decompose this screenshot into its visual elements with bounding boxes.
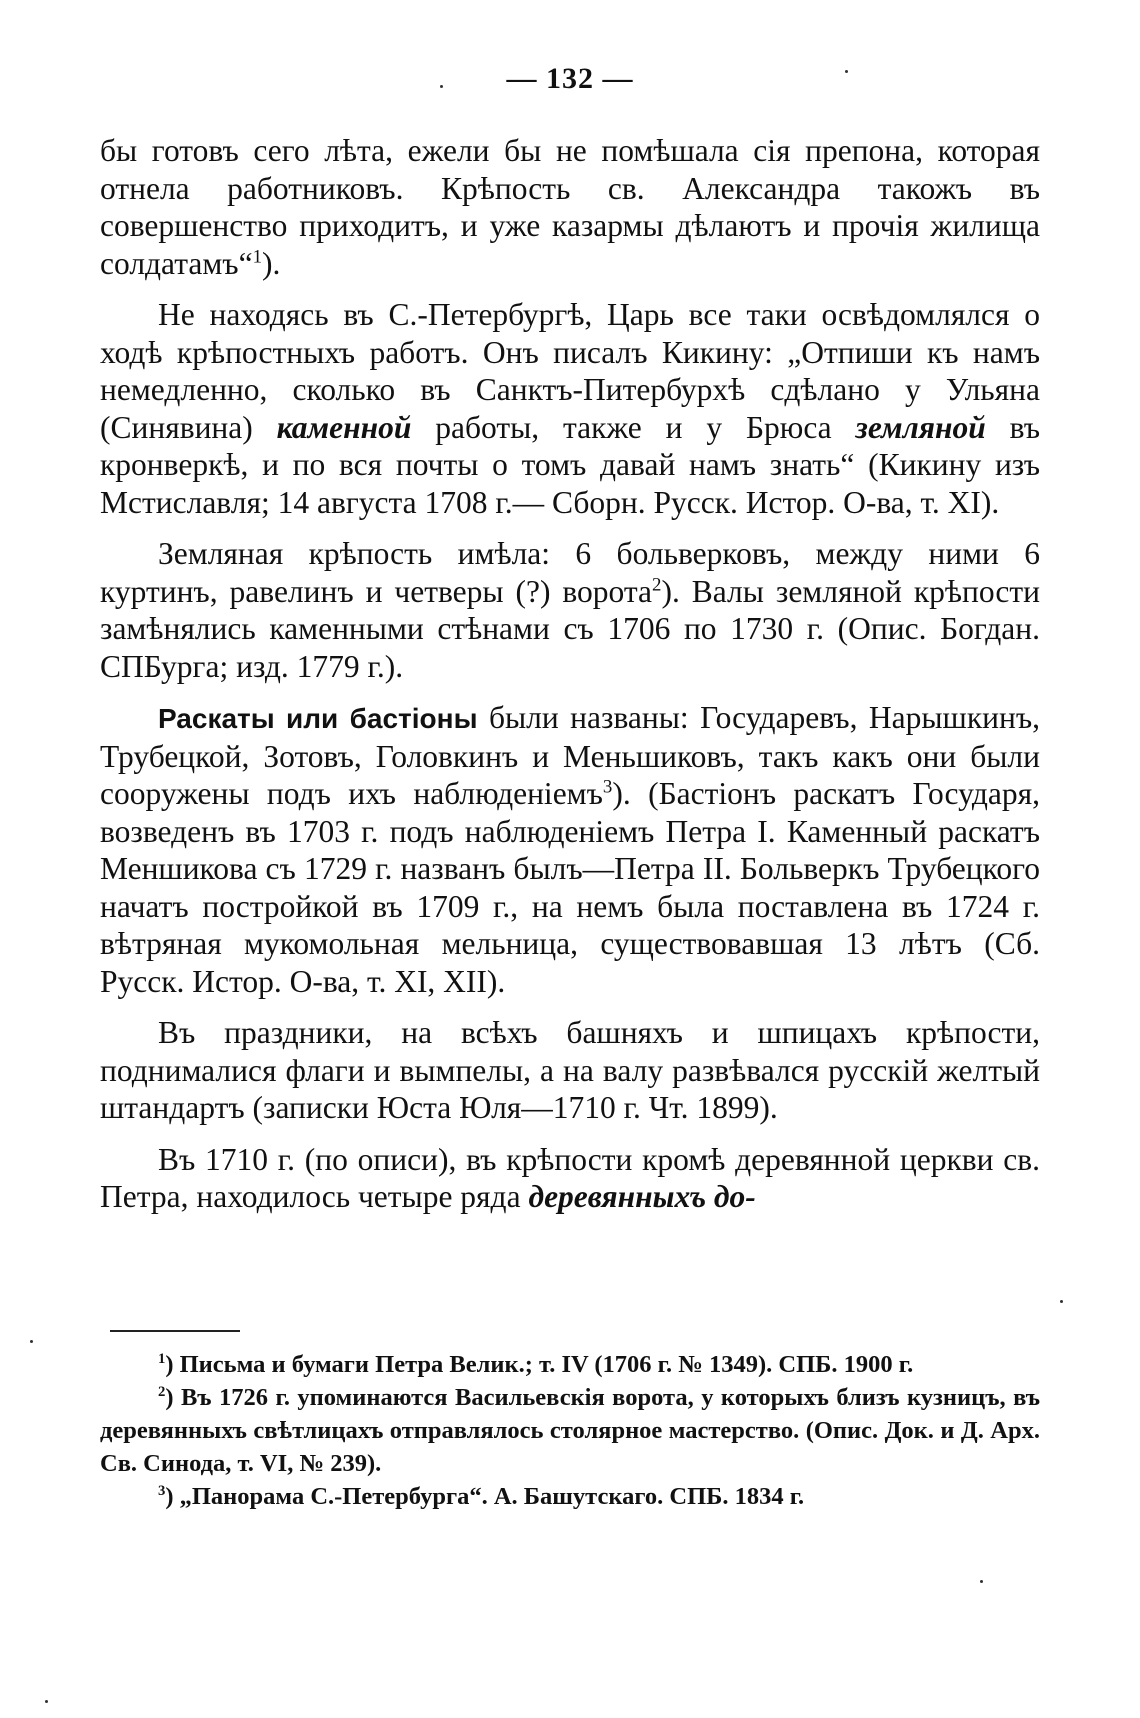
paragraph-text: ). xyxy=(262,245,281,281)
footnote-mark: 2 xyxy=(158,1383,166,1400)
paragraph-text: ). Валы земляной крѣпости замѣнялись каменными стѣнами съ 1706 по 1730 г. (Опис. Богдан. СПБурга; изд. 1779 г.). xyxy=(100,573,1041,684)
paragraph-lead: Раскаты или бастіоны xyxy=(158,703,478,734)
paragraph-text: ). (Бастіонъ раскатъ Государя, возведенъ въ 1703 г. подъ наблюденіемъ Петра I. Каменный раскатъ Меншикова съ 1729 г. названъ былъ—Петра II. Больверкъ Трубецкого начатъ постройкой въ 1709 г., на немъ была поставлена въ 1724 г. вѣтряная мукомольная мельница, существовавшая 13 лѣтъ (Сб. Русск. Истор. О-ва, т. XI, XII). xyxy=(100,776,1040,999)
footnote-text: ) Въ 1726 г. упоминаются Васильевскія ворота, у которыхъ близъ кузницъ, въ деревянныхъ свѣтлицахъ отправлялось столярное мастерство. (Опис. Док. и Д. Арх. Св. Синода, т. VI, № 239). xyxy=(100,1384,1040,1477)
emphasis-text: земляной xyxy=(855,409,986,445)
footnote-text: ) „Панорама С.-Петербурга“. А. Башутскаго. СПБ. 1834 г. xyxy=(165,1483,805,1510)
scan-speck xyxy=(45,1700,48,1703)
main-text xyxy=(100,132,1040,1230)
footnote-ref[interactable]: 1 xyxy=(252,246,263,267)
paragraph-text: были названы: Государевъ, Нарышкинъ, Трубецкой, Зотовъ, Головкинъ и Меньшиковъ, такъ какъ они были сооружены подъ ихъ наблюденіемъ xyxy=(100,700,1040,811)
scan-speck xyxy=(30,1340,33,1343)
paragraph-5 xyxy=(100,1014,1040,1127)
paragraph-text: работы, также и у Брюса xyxy=(435,409,832,445)
paragraph-text: Въ 1710 г. (по описи), въ крѣпости кромѣ деревянной церкви св. Петра, находилось четыре ряда xyxy=(100,1141,1040,1214)
scan-speck xyxy=(845,70,848,73)
paragraph-6 xyxy=(100,1141,1040,1216)
footnote-1 xyxy=(100,1348,1040,1381)
footnote-text: ) Письма и бумаги Петра Велик.; т. IV (1706 г. № 1349). СПБ. 1900 г. xyxy=(165,1351,914,1378)
paragraph-4 xyxy=(100,699,1040,1000)
footnote-mark: 1 xyxy=(158,1350,166,1367)
footnote-mark: 3 xyxy=(158,1482,166,1499)
paragraph-3 xyxy=(100,535,1040,685)
paragraph-2 xyxy=(100,296,1040,521)
scan-speck xyxy=(1060,1300,1063,1303)
footnote-divider xyxy=(110,1330,240,1332)
emphasis-text: деревянныхъ до- xyxy=(528,1179,756,1214)
footnotes xyxy=(100,1348,1040,1513)
paragraph-text: бы готовъ сего лѣта, ежели бы не помѣшала сія препона, которая отнела работниковъ. Крѣпость св. Александра такожъ въ совершенство приходитъ, и уже казармы дѣлаютъ и прочія жилища солдатамъ“ xyxy=(100,133,1040,281)
page-number: — 132 — xyxy=(506,62,634,95)
footnote-ref[interactable]: 2 xyxy=(652,574,662,595)
footnote-2 xyxy=(100,1381,1040,1480)
footnote-ref[interactable]: 3 xyxy=(602,776,613,798)
paragraph-text: Земляная крѣпость имѣла: 6 больверковъ, между ними 6 куртинъ, равелинъ и четверы (?) ворота xyxy=(100,536,1040,609)
footnote-3 xyxy=(100,1480,1040,1513)
scan-speck xyxy=(440,85,443,88)
paragraph-text: Въ праздники, на всѣхъ башняхъ и шпицахъ крѣпости, поднималися флаги и вымпелы, а на валу развѣвался русскій желтый штандартъ (записки Юста Юля—1710 г. Чт. 1899). xyxy=(100,1015,1040,1125)
scan-speck xyxy=(980,1580,983,1583)
paragraph-text: въ кронверкѣ, и по вся почты о томъ давай намъ знать“ (Кикину изъ Мстиславля; 14 августа 1708 г.— Сборн. Русск. Истор. О-ва, т. XI). xyxy=(100,409,1040,520)
paragraph-1 xyxy=(100,132,1040,282)
emphasis-text: каменной xyxy=(276,409,412,445)
paragraph-text: Не находясь въ С.-Петербургѣ, Царь все таки освѣдомлялся о ходѣ крѣпостныхъ работъ. Онъ писалъ Кикину: „Отпиши къ намъ немедленно, сколько въ Санктъ-Питербурхѣ сдѣлано у Ульяна (Синявина) xyxy=(100,297,1040,445)
